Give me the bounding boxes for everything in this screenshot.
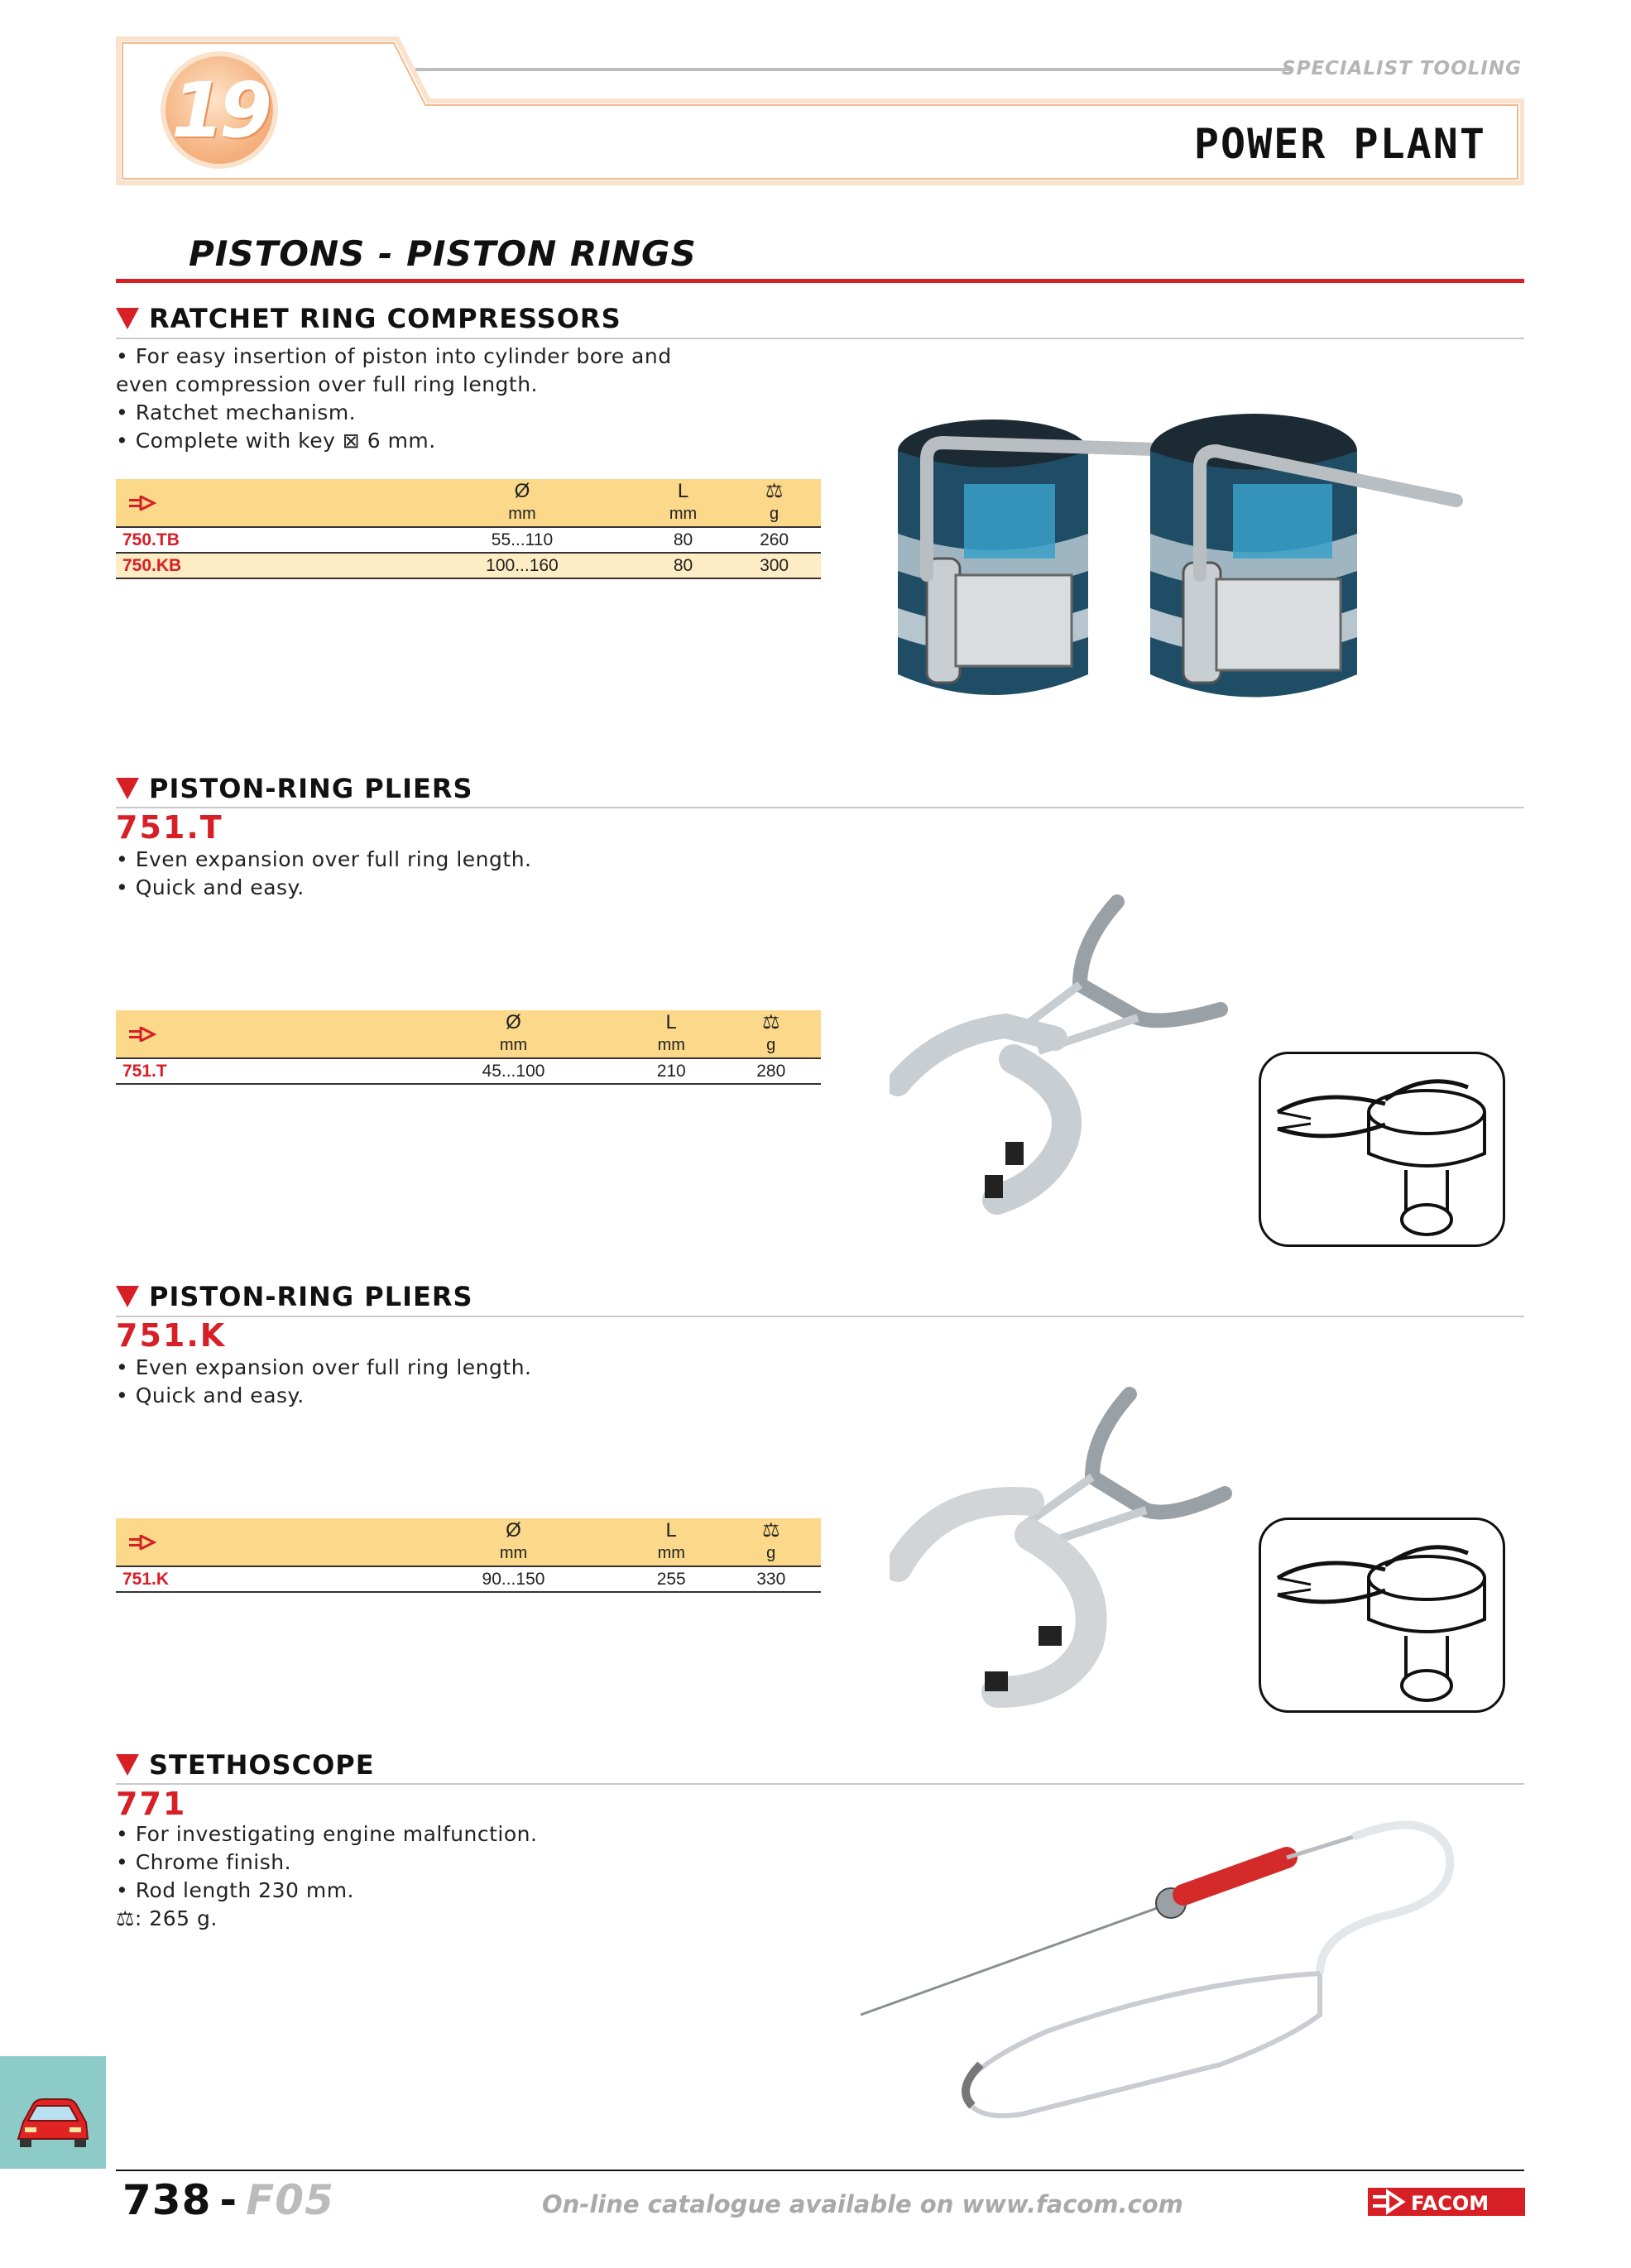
length-column-header: L mm [639, 479, 727, 527]
diameter-value: 45...100 [482, 1061, 545, 1081]
facom-arrow-icon [129, 1535, 157, 1550]
product-ref-751k: 751.K [116, 1317, 227, 1354]
facom-arrow-icon [129, 1027, 157, 1042]
section-title-text: RATCHET RING COMPRESSORS [149, 303, 621, 334]
section-title-pliers-t [116, 773, 473, 804]
table-header-row [116, 1518, 821, 1566]
section-title-pliers-k [116, 1281, 473, 1312]
chapter-number: 19 [170, 65, 268, 155]
table-row [116, 527, 821, 553]
pliers-k-spec-table [116, 1518, 821, 1593]
reference-column-header [116, 1518, 405, 1566]
product-code[interactable]: 750.TB [122, 530, 180, 549]
length-value: 80 [673, 530, 693, 549]
facom-logo[interactable] [1368, 2188, 1525, 2216]
chapter-side-tab[interactable] [0, 2056, 106, 2169]
section-rule [116, 1316, 1524, 1317]
scale-weight-icon: ⚖ [761, 1519, 780, 1542]
pliers-751k-image [890, 1386, 1237, 1709]
reference-column-header [116, 1010, 405, 1058]
product-ref-771: 771 [116, 1786, 187, 1822]
length-column-header: L mm [621, 1010, 722, 1058]
bullet-item: • Even expansion over full ring length. [116, 847, 532, 871]
length-value: 210 [656, 1061, 686, 1081]
svg-text:FACOM: FACOM [1411, 2192, 1489, 2215]
diameter-value: 100...160 [405, 553, 639, 578]
weight-value: 300 [727, 553, 821, 578]
product-code[interactable]: 751.K [122, 1569, 170, 1589]
bullet-item: even compression over full ring length. [116, 372, 539, 396]
chapter-badge [165, 56, 273, 164]
ring-compressors-image [861, 410, 1473, 741]
product-code[interactable]: 750.KB [116, 553, 405, 578]
diameter-column-header: Ø mm [405, 1518, 621, 1566]
section-rule [116, 1783, 1524, 1785]
pliers-k-usage-diagram [1259, 1518, 1505, 1713]
weight-value: 330 [756, 1569, 786, 1589]
diameter-value: 90...150 [482, 1569, 545, 1589]
red-down-triangle-icon [116, 1286, 139, 1307]
section-title-text: PISTON-RING PLIERS [149, 1281, 473, 1312]
page-number-main: 738 [122, 2176, 212, 2224]
section-title-stethoscope [116, 1749, 375, 1781]
table-row [116, 1058, 821, 1084]
chapter-title: POWER PLANT [1193, 120, 1486, 168]
facom-arrow-icon [129, 496, 157, 511]
online-catalogue-link[interactable]: On-line catalogue available on www.facom.com [542, 2190, 1183, 2218]
page-number [122, 2176, 334, 2224]
weight-value: 260 [760, 530, 789, 549]
length-value: 255 [656, 1569, 686, 1589]
bullet-item: • For easy insertion of piston into cylinder bore and [116, 344, 672, 368]
footer-rule [116, 2170, 1524, 2171]
bullet-item: • Quick and easy. [116, 875, 305, 899]
weight-column-header: ⚖ g [721, 1518, 821, 1566]
red-down-triangle-icon [116, 308, 139, 329]
length-value: 80 [639, 553, 727, 578]
bullet-item: • Ratchet mechanism. [116, 400, 357, 424]
weight-column-header: ⚖ g [721, 1010, 821, 1058]
section-title-compressors [116, 303, 621, 334]
page-heading-rule [116, 279, 1524, 283]
red-down-triangle-icon [116, 1754, 139, 1776]
section-rule [116, 338, 1524, 339]
pliers-t-bullets [116, 846, 531, 902]
section-rule [116, 807, 1524, 808]
page-heading: PISTONS - PISTON RINGS [189, 233, 697, 274]
diameter-column-header: Ø mm [405, 1010, 621, 1058]
car-icon [0, 2056, 106, 2169]
compressors-bullets [116, 343, 672, 455]
pliers-751t-image [890, 894, 1237, 1216]
weight-column-header: ⚖ g [727, 479, 821, 527]
bullet-item: • Even expansion over full ring length. [116, 1355, 532, 1379]
pliers-t-usage-diagram [1259, 1052, 1505, 1247]
diameter-value: 55...110 [491, 530, 554, 549]
reference-column-header [116, 479, 405, 527]
bullet-item: • Chrome finish. [116, 1850, 292, 1874]
bullet-item: • Quick and easy. [116, 1383, 305, 1407]
product-code[interactable]: 751.T [122, 1061, 167, 1081]
red-down-triangle-icon [116, 778, 139, 799]
scale-weight-icon: ⚖ [765, 480, 784, 502]
stethoscope-image [856, 1816, 1469, 2131]
diameter-column-header: Ø mm [405, 479, 639, 527]
page-number-sub: F05 [246, 2176, 334, 2224]
bullet-item: • Rod length 230 mm. [116, 1878, 355, 1902]
table-row [116, 1566, 821, 1592]
page-number-separator: - [219, 2176, 238, 2224]
table-header-row [116, 479, 821, 527]
product-ref-751t: 751.T [116, 809, 223, 846]
pliers-k-bullets [116, 1354, 531, 1410]
length-column-header: L mm [621, 1518, 722, 1566]
compressors-spec-table [116, 479, 821, 579]
section-title-text: PISTON-RING PLIERS [149, 773, 473, 804]
table-row [116, 553, 821, 578]
section-label: SPECIALIST TOOLING [1282, 58, 1522, 79]
scale-weight-icon: ⚖ [761, 1011, 780, 1033]
bullet-item: • Complete with key ⊠ 6 mm. [116, 429, 436, 453]
table-header-row [116, 1010, 821, 1058]
bullet-item: ⚖: 265 g. [116, 1906, 218, 1930]
section-title-text: STETHOSCOPE [149, 1749, 375, 1781]
stethoscope-bullets [116, 1820, 537, 1933]
weight-value: 280 [756, 1061, 786, 1081]
pliers-t-spec-table [116, 1010, 821, 1085]
bullet-item: • For investigating engine malfunction. [116, 1822, 538, 1846]
